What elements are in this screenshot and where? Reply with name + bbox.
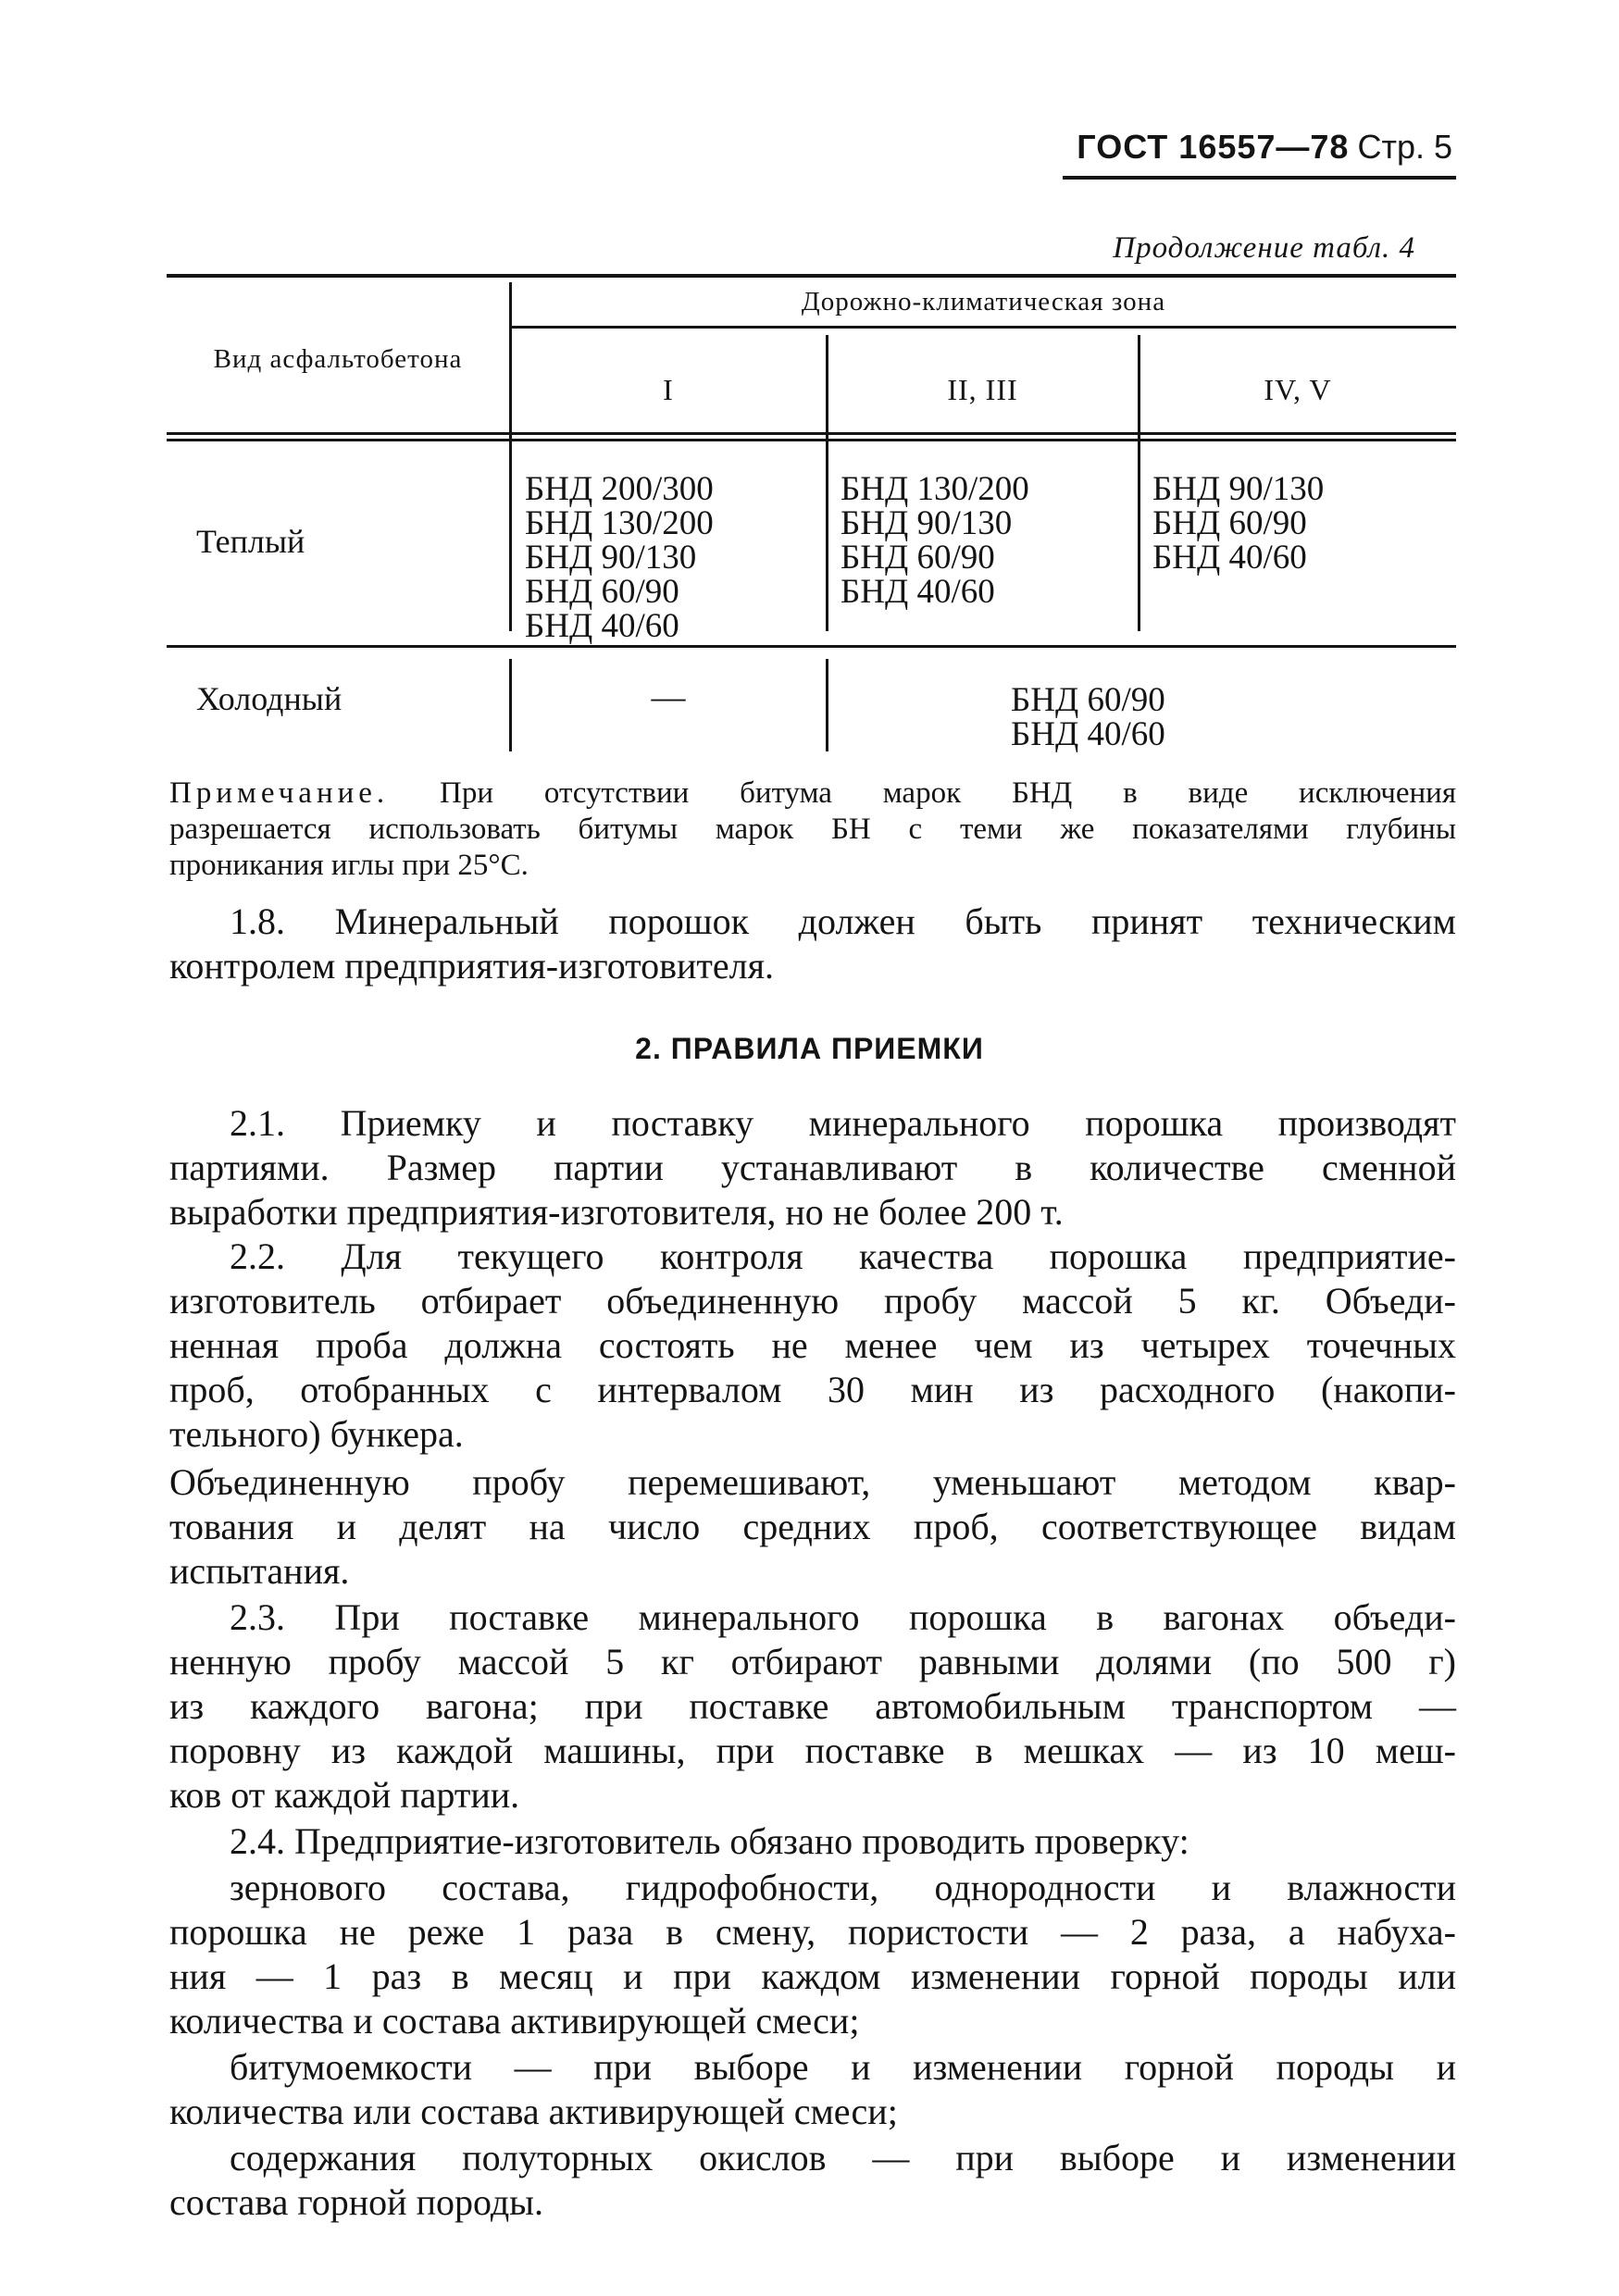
paragraph-line: выработки предприятия-изготовителя, но не более 200 т. — [169, 1191, 1064, 1233]
paragraph-line: контролем предприятия-изготовителя. — [169, 945, 775, 987]
col-divider-2-b — [826, 659, 828, 751]
list-item: БНД 60/90 — [841, 539, 995, 577]
note-label: Примечание. — [169, 776, 390, 810]
col-divider-1 — [509, 282, 512, 631]
warm-zone-ii-iii — [841, 472, 1029, 609]
row-type-cold: Холодный — [196, 680, 342, 717]
table-top-rule — [167, 274, 1456, 278]
paragraph-line: порошка не реже 1 раза в смену, пористости — 2 раза, а набуха- — [169, 1911, 1456, 1953]
paragraph-line: количества и состава активирующей смеси; — [169, 2000, 860, 2042]
zone-header-rule — [511, 326, 1456, 329]
list-item: БНД 90/130 — [1152, 470, 1325, 508]
warm-zone-iv-v — [1152, 472, 1324, 575]
list-item: БНД 40/60 — [1152, 539, 1307, 577]
warm-zone-i — [525, 472, 714, 643]
list-item: БНД 200/300 — [525, 470, 714, 508]
col-header-type: Вид асфальтобетона — [213, 344, 463, 374]
zone-ii-iii-header: II, III — [947, 373, 1018, 406]
list-item: БНД 40/60 — [525, 607, 679, 645]
list-item: БНД 90/130 — [841, 504, 1013, 542]
running-header — [1077, 128, 1452, 167]
paragraph-line: изготовитель отбирает объединенную пробу массой 5 кг. Объеди- — [169, 1280, 1456, 1322]
list-item: БНД 40/60 — [841, 573, 995, 611]
list-item: БНД 40/60 — [1011, 715, 1165, 753]
paragraph-line: Объединенную пробу перемешивают, уменьшают методом квар- — [169, 1461, 1456, 1503]
paragraph-line: 2.2. Для текущего контроля качества порошка предприятие- — [230, 1235, 1456, 1277]
list-item: БНД 60/90 — [1011, 681, 1165, 719]
col-header-zone: Дорожно-климатическая зона — [801, 287, 1166, 316]
paragraph-line: ков от каждой партии. — [169, 1774, 520, 1816]
header-bottom-rule — [167, 432, 1456, 435]
paragraph-line: битумоемкости — при выборе и изменении горной породы и — [230, 2046, 1456, 2088]
paragraph-line: из каждого вагона; при поставке автомобильным транспортом — — [169, 1685, 1456, 1727]
paragraph-line: 2.4. Предприятие-изготовитель обязано проводить проверку: — [230, 1820, 1189, 1862]
row-divider — [167, 645, 1456, 648]
paragraph-line: состава горной породы. — [169, 2181, 544, 2223]
section-title: 2. ПРАВИЛА ПРИЕМКИ — [635, 1032, 984, 1065]
list-item: БНД 130/200 — [841, 470, 1029, 508]
cold-zone-ii-v — [1011, 683, 1165, 751]
header-rule — [1063, 176, 1456, 180]
paragraph-line: тельного) бункера. — [169, 1413, 464, 1455]
list-item: БНД 60/90 — [1152, 504, 1307, 542]
zone-iv-v-header: IV, V — [1264, 373, 1332, 406]
list-item: БНД 130/200 — [525, 504, 714, 542]
paragraph-line: поровну из каждой машины, при поставке в мешках — из 10 меш- — [169, 1730, 1456, 1771]
paragraph-line: тования и делят на число средних проб, соответствующее видам — [169, 1506, 1456, 1547]
paragraph-line: содержания полуторных окислов — при выборе и изменении — [230, 2137, 1456, 2178]
note-line-1: Примечание. При отсутствии битума марок БНД в виде исключения — [169, 776, 1457, 810]
note-line-3: проникания иглы при 25°С. — [169, 849, 529, 882]
list-item: БНД 90/130 — [525, 539, 697, 577]
list-item: БНД 60/90 — [525, 573, 679, 611]
table-caption: Продолжение табл. 4 — [1113, 231, 1415, 265]
paragraph-line: зернового состава, гидрофобности, однородности и влажности — [230, 1867, 1456, 1908]
note-line-2: разрешается использовать битумы марок БН с теми же показателями глубины — [169, 813, 1456, 846]
doc-code: ГОСТ 16557—78 — [1077, 128, 1350, 166]
paragraph-line: партиями. Размер партии устанавливают в количестве сменной — [169, 1147, 1456, 1188]
paragraph-line: количества или состава активирующей смеси; — [169, 2091, 898, 2132]
row-type-warm: Теплый — [196, 523, 305, 560]
page-number: Стр. 5 — [1357, 128, 1452, 166]
zone-i-header: I — [663, 373, 674, 406]
paragraph-line: 2.1. Приемку и поставку минерального порошка производят — [230, 1102, 1456, 1144]
paragraph-line: испытания. — [169, 1550, 350, 1592]
paragraph-line: ния — 1 раз в месяц и при каждом изменении горной породы или — [169, 1955, 1456, 1997]
paragraph-line: 1.8. Минеральный порошок должен быть принят техническим — [230, 900, 1456, 942]
paragraph-line: ненная проба должна состоять не менее чем из четырех точечных — [169, 1324, 1456, 1366]
cold-zone-i: — — [651, 678, 686, 716]
paragraph-line: 2.3. При поставке минерального порошка в вагонах объеди- — [230, 1596, 1456, 1638]
paragraph-line: ненную пробу массой 5 кг отбирают равными долями (по 500 г) — [169, 1641, 1456, 1682]
header-bottom-rule-2 — [167, 439, 1456, 441]
paragraph-line: проб, отобранных с интервалом 30 мин из расходного (накопи- — [169, 1369, 1456, 1410]
